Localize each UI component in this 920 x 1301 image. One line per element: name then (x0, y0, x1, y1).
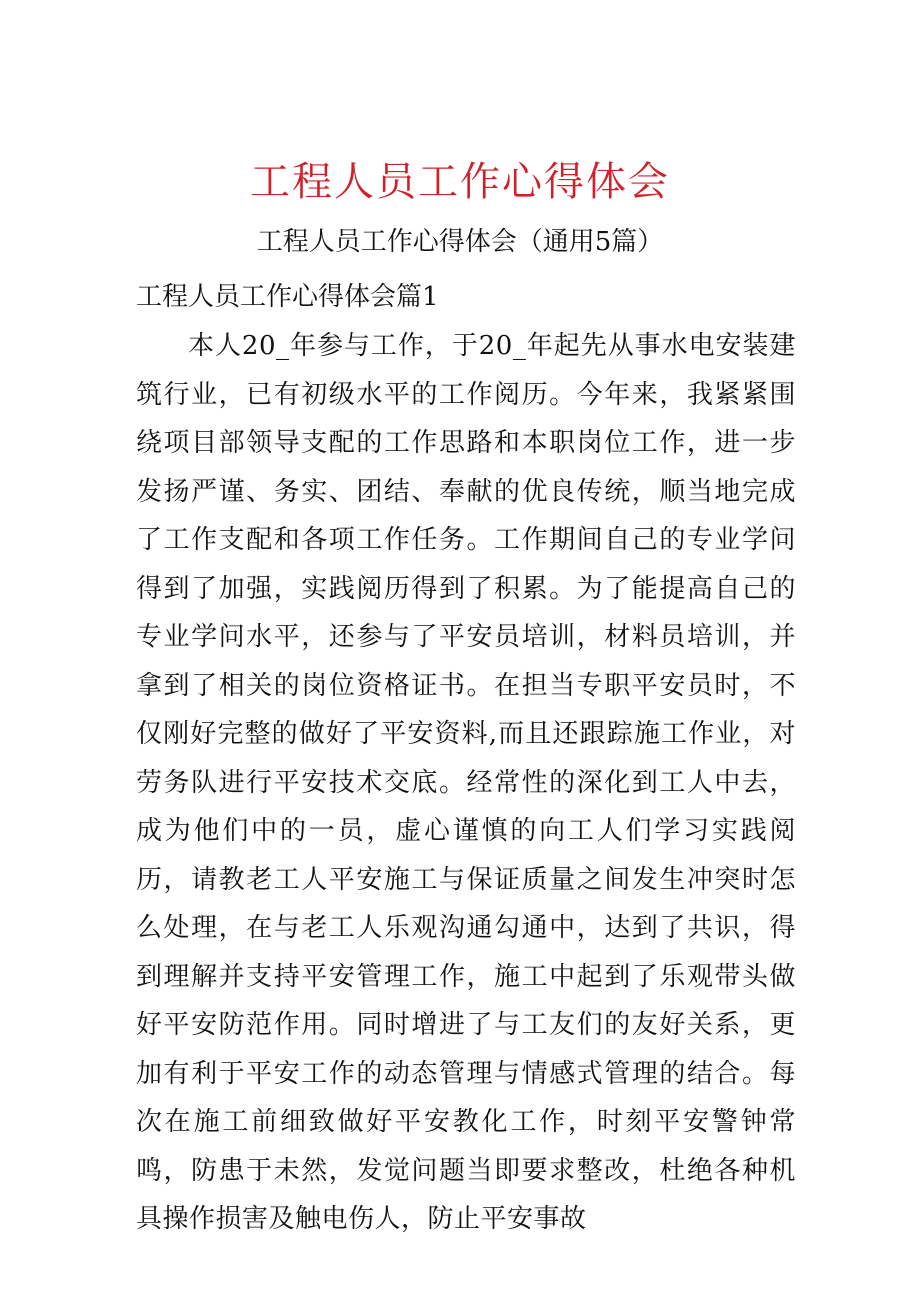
section-heading: 工程人员工作心得体会篇1 (136, 282, 439, 312)
body-paragraph: 本人20_年参与工作，于20_年起先从事水电安装建筑行业，已有初级水平的工作阅历。今年来，我紧紧围绕项目部领导支配的工作思路和本职岗位工作，进一步发扬严谨、务实、团结、奉献的优良传统，顺当地完成了工作支配和各项工作任务。工作期间自己的专业学问得到了加强，实践阅历得到了积累。为了能提高自己的专业学问水平，还参与了平安员培训，材料员培训，并拿到了相关的岗位资格证书。在担当专职平安员时，不仅刚好完整的做好了平安资料,而且还跟踪施工作业，对劳务队进行平安技术交底。经常性的深化到工人中去，成为他们中的一员，虚心谨慎的向工人们学习实践阅历，请教老工人平安施工与保证质量之间发生冲突时怎么处理，在与老工人乐观沟通勾通中，达到了共识，得到理解并支持平安管理工作，施工中起到了乐观带头做好平安防范作用。同时增进了与工友们的友好关系，更加有利于平安工作的动态管理与情感式管理的结合。每次在施工前细致做好平安教化工作，时刻平安警钟常鸣，防患于未然，发觉问题当即要求整改，杜绝各种机具操作损害及触电伤人，防止平安事故 (136, 331, 796, 1234)
document-subtitle: 工程人员工作心得体会（通用5篇） (256, 227, 664, 257)
document-title: 工程人员工作心得体会 (250, 159, 670, 205)
